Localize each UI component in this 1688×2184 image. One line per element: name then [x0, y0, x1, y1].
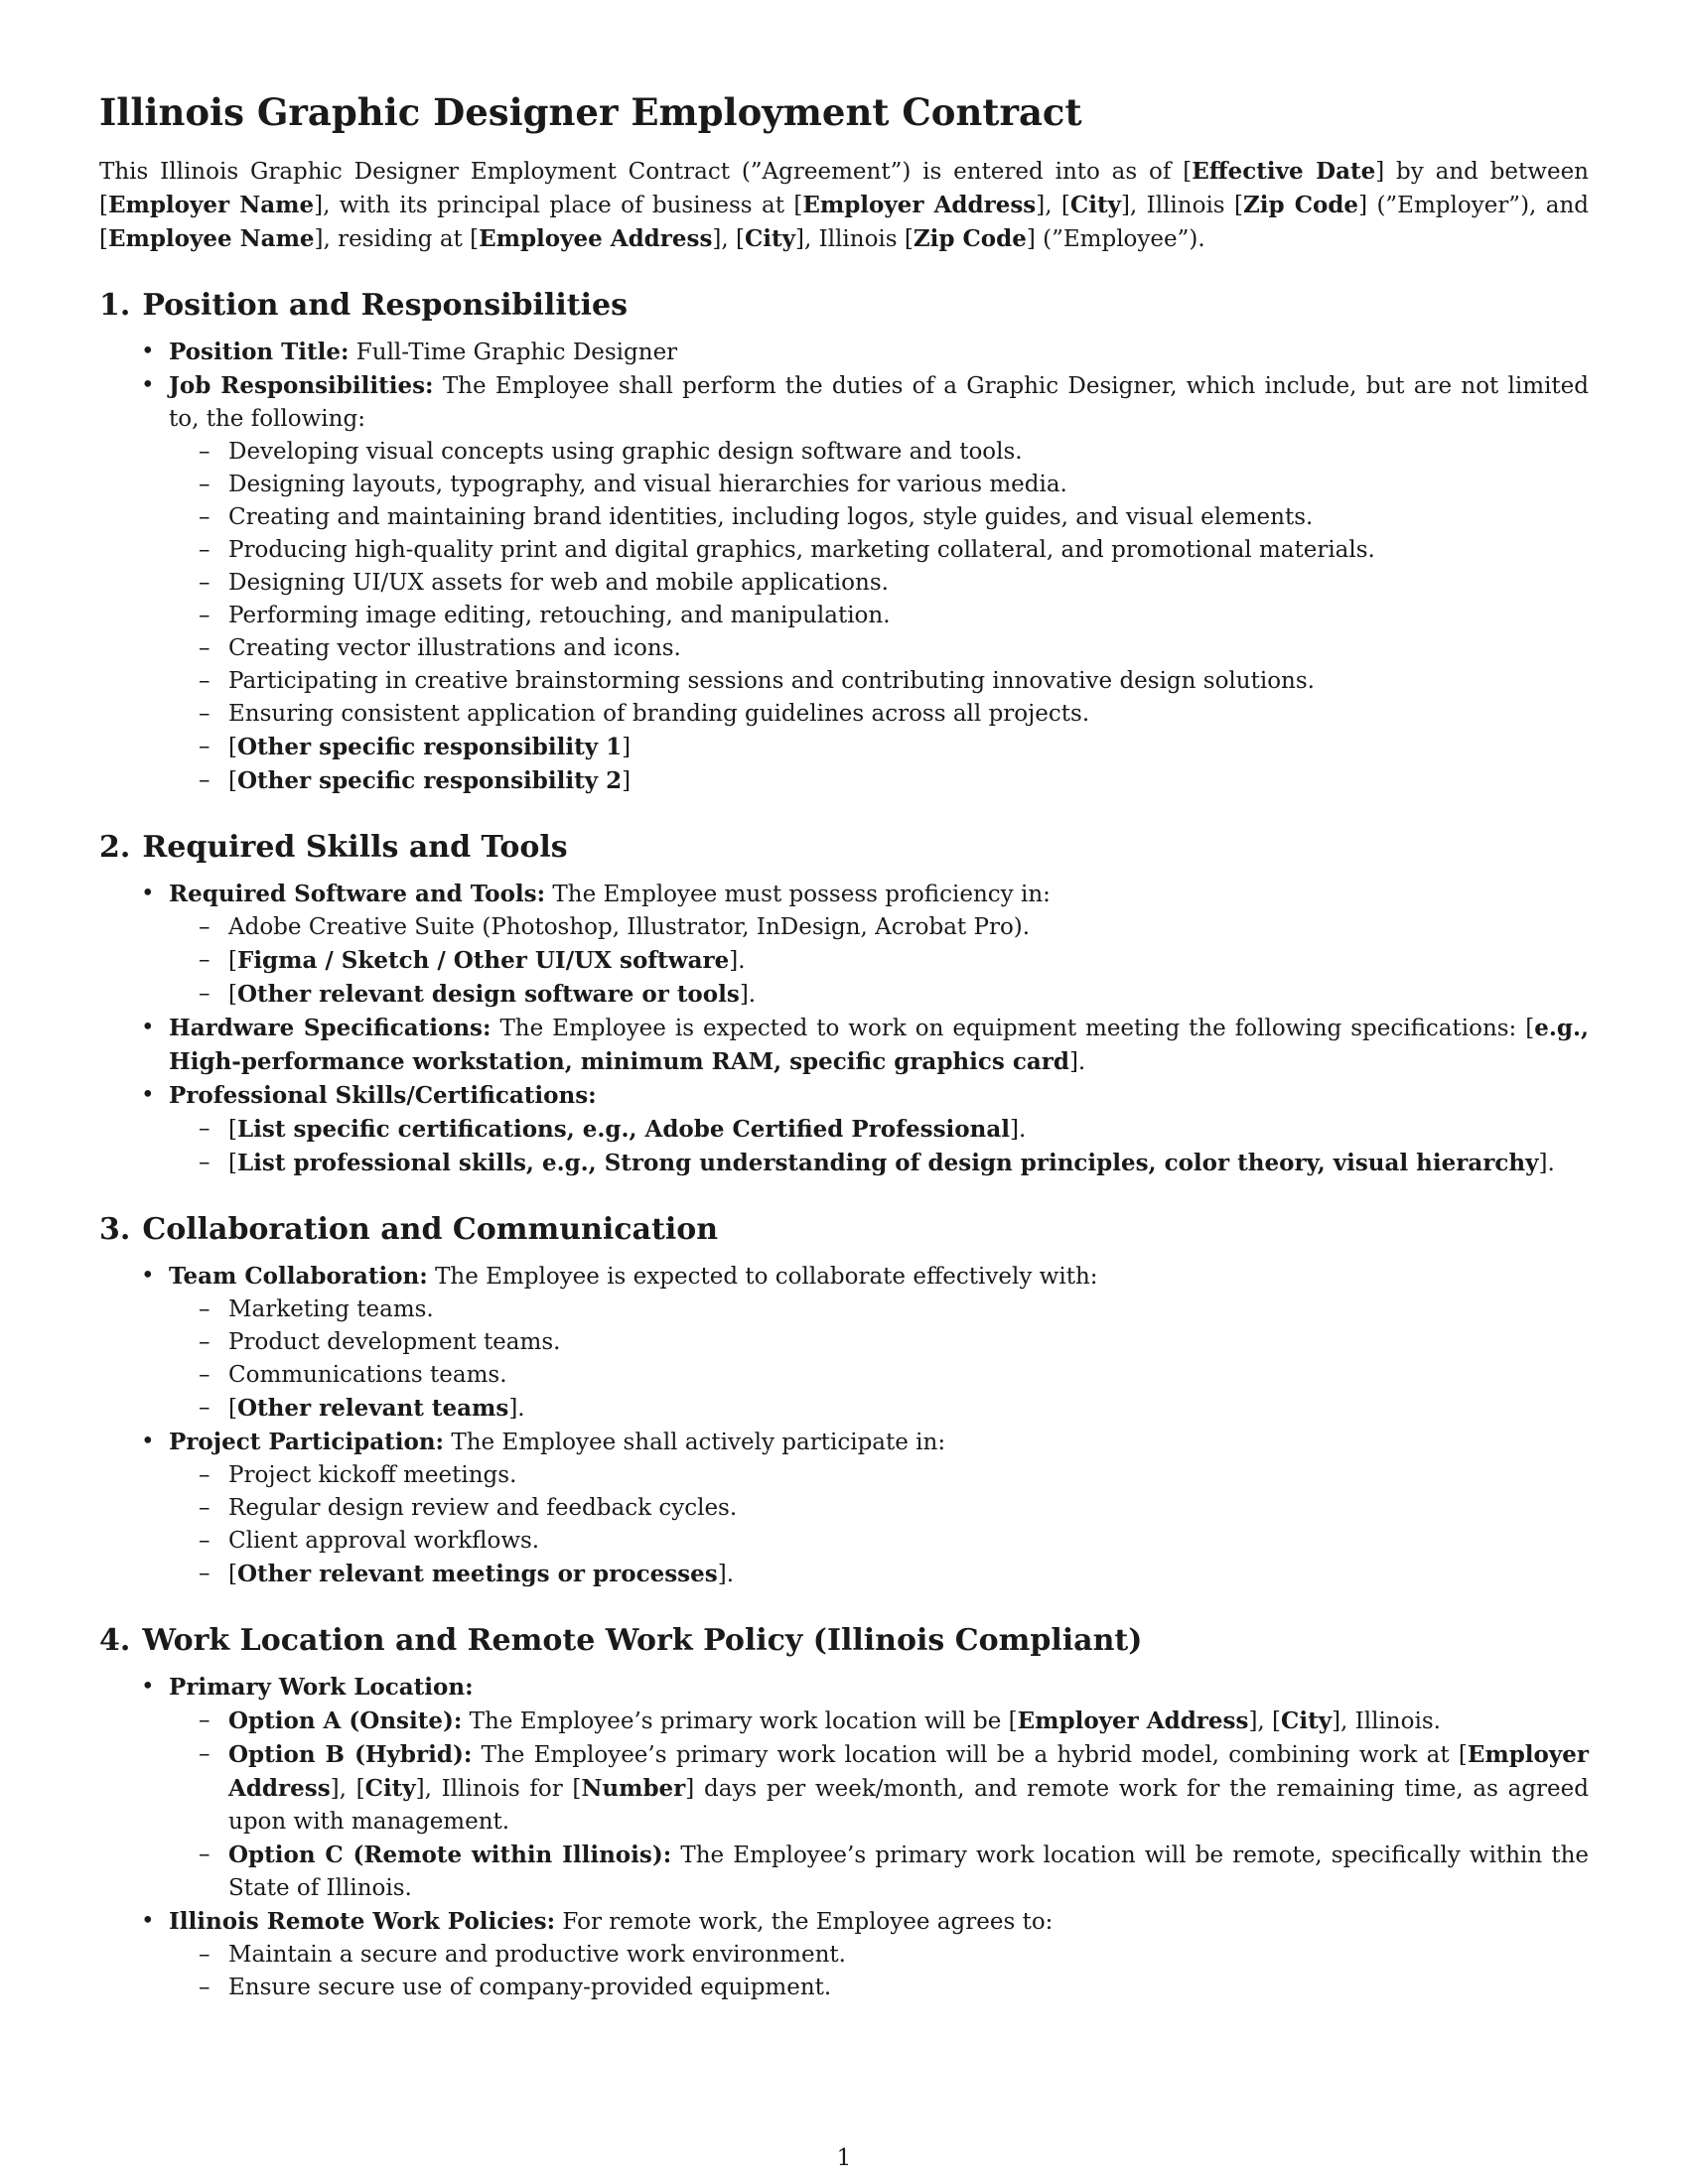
list-item	[169, 1671, 1589, 1905]
sub-list-item: – [Other specific responsibility 1]	[228, 731, 1589, 764]
sub-list	[169, 1939, 1589, 2004]
sub-list-item: – [Other relevant teams].	[228, 1392, 1589, 1426]
section-4-list	[99, 1671, 1589, 2004]
section-2-list	[99, 878, 1589, 1180]
section-number: 2.	[99, 830, 131, 865]
option-label: Option A (Onsite):	[228, 1707, 463, 1734]
placeholder-text: Other specific responsibility 2	[236, 767, 623, 794]
option-label: Option B (Hybrid):	[228, 1741, 473, 1768]
section-3-list	[99, 1260, 1589, 1591]
sub-list-item: – [List specific certifications, e.g., Adobe Certified Professional].	[228, 1113, 1589, 1147]
sub-list-item: – [Other relevant meetings or processes].	[228, 1558, 1589, 1591]
item-label: Required Software and Tools:	[169, 881, 546, 907]
section-title: Collaboration and Communication	[142, 1212, 719, 1247]
intro-text: ], [	[712, 226, 745, 252]
sub-list	[169, 1113, 1589, 1180]
placeholder-employee-name: Employee Name	[107, 225, 315, 252]
sub-list-item: – Adobe Creative Suite (Photoshop, Illustrator, InDesign, Acrobat Pro).	[228, 911, 1589, 944]
placeholder-text: Number	[581, 1775, 686, 1802]
sub-list-item: – Communications teams.	[228, 1359, 1589, 1392]
item-text: The Employee shall actively participate in:	[451, 1430, 946, 1455]
placeholder-text: City	[1281, 1707, 1333, 1734]
placeholder-text: Other relevant design software or tools	[236, 981, 740, 1008]
intro-text: ] by and between [	[99, 159, 1589, 218]
item-text: The Employee must possess proficiency in:	[552, 882, 1051, 907]
list-item	[169, 336, 1589, 369]
intro-text: ], [	[1036, 193, 1070, 218]
item-text: ], [	[330, 1776, 365, 1802]
sub-list-item: – Designing layouts, typography, and visual hierarchies for various media.	[228, 469, 1589, 501]
intro-paragraph	[99, 155, 1589, 256]
placeholder-text: Other specific responsibility 1	[236, 734, 623, 760]
sub-list-item: – Participating in creative brainstorming sessions and contributing innovative design solutions.	[228, 665, 1589, 698]
sub-list-item: – [Figma / Sketch / Other UI/UX software].	[228, 944, 1589, 978]
item-text: ], [	[1248, 1708, 1282, 1734]
placeholder-text: List specific certifications, e.g., Adobe Certified Professional	[236, 1116, 1010, 1143]
sub-list-item: – Producing high-quality print and digital graphics, marketing collateral, and promotional materials.	[228, 534, 1589, 567]
section-title: Work Location and Remote Work Policy (Illinois Compliant)	[142, 1623, 1143, 1658]
item-label: Project Participation:	[169, 1429, 445, 1455]
intro-text: ], residing at [	[314, 226, 480, 252]
list-item	[169, 1426, 1589, 1591]
sub-list	[169, 911, 1589, 1012]
placeholder-employee-address: Employee Address	[479, 225, 713, 252]
intro-text: This Illinois Graphic Designer Employment Contract (”Agreement”) is entered into as of [	[99, 159, 1193, 185]
item-label: Hardware Specifications:	[169, 1015, 492, 1041]
intro-text: ] (”Employee”).	[1026, 226, 1205, 252]
item-text: ], Illinois for [	[415, 1776, 582, 1802]
sub-list	[169, 1294, 1589, 1426]
sub-list-item: – Regular design review and feedback cycles.	[228, 1492, 1589, 1525]
placeholder-effective-date: Effective Date	[1192, 158, 1376, 185]
page-title: Illinois Graphic Designer Employment Contract	[99, 90, 1082, 134]
sub-list-item: – [Other relevant design software or tools].	[228, 978, 1589, 1012]
item-label: Professional Skills/Certifications:	[169, 1082, 597, 1109]
placeholder-text: List professional skills, e.g., Strong understanding of design principles, color theory, visual hierarchy	[236, 1150, 1539, 1176]
list-item	[169, 1079, 1589, 1180]
sub-list-item: – Project kickoff meetings.	[228, 1459, 1589, 1492]
sub-list-item: – Designing UI/UX assets for web and mobile applications.	[228, 567, 1589, 600]
placeholder-city: City	[744, 225, 796, 252]
sub-list-item: – Creating and maintaining brand identities, including logos, style guides, and visual elements.	[228, 501, 1589, 534]
sub-list-item: – Client approval workflows.	[228, 1525, 1589, 1558]
sub-list-item: – Product development teams.	[228, 1326, 1589, 1359]
sub-list-item: – Maintain a secure and productive work environment.	[228, 1939, 1589, 1972]
sub-list-item	[228, 1738, 1589, 1839]
item-text: For remote work, the Employee agrees to:	[562, 1909, 1054, 1935]
item-text: The Employee is expected to collaborate effectively with:	[435, 1264, 1098, 1290]
placeholder-text: Other relevant meetings or processes	[236, 1561, 718, 1587]
list-item	[169, 369, 1589, 798]
placeholder-city: City	[1069, 192, 1121, 218]
sub-list-item: – Ensure secure use of company-provided equipment.	[228, 1972, 1589, 2004]
item-text: The Employee’s primary work location will be remote, specifically within the State of Illinois.	[228, 1843, 1590, 1901]
section-4-heading	[99, 1621, 1589, 1661]
sub-list	[169, 1459, 1589, 1591]
placeholder-text: Figma / Sketch / Other UI/UX software	[236, 947, 730, 974]
option-label: Option C (Remote within Illinois):	[228, 1842, 672, 1868]
sub-list-item: – Developing visual concepts using graphic design software and tools.	[228, 436, 1589, 469]
intro-text: ], Illinois [	[1120, 193, 1243, 218]
sub-list-item	[228, 1839, 1589, 1905]
sub-list	[169, 436, 1589, 798]
placeholder-text: Other relevant teams	[236, 1395, 509, 1422]
section-number: 1.	[99, 288, 131, 323]
page-number: 1	[836, 2145, 852, 2171]
list-item	[169, 878, 1589, 1012]
section-1-list	[99, 336, 1589, 798]
item-label: Primary Work Location:	[169, 1674, 474, 1701]
placeholder-text: City	[364, 1775, 416, 1802]
sub-list-item: – [Other specific responsibility 2]	[228, 764, 1589, 798]
item-text: Full-Time Graphic Designer	[355, 340, 678, 365]
list-item	[169, 1905, 1589, 2004]
item-label: Illinois Remote Work Policies:	[169, 1908, 556, 1935]
item-text: ], Illinois.	[1332, 1708, 1441, 1734]
sub-list-item: – Marketing teams.	[228, 1294, 1589, 1326]
item-label: Job Responsibilities:	[169, 372, 434, 399]
placeholder-text: Employer Address	[1017, 1707, 1249, 1734]
item-text: The Employee’s primary work location will be [	[469, 1708, 1018, 1734]
intro-text: ] (”Employer”), and [	[99, 193, 1590, 252]
sub-list-item	[228, 1705, 1589, 1738]
placeholder-employer-address: Employer Address	[802, 192, 1037, 218]
item-text: ] days per week/month, and remote work for the remaining time, as agreed upon with management.	[228, 1776, 1589, 1835]
item-text: The Employee is expected to work on equipment meeting the following specifications:	[499, 1016, 1517, 1041]
section-2-heading	[99, 828, 1589, 868]
item-label: Position Title:	[169, 339, 350, 365]
section-1-heading	[99, 286, 1589, 326]
sub-list-item: – Creating vector illustrations and icons.	[228, 632, 1589, 665]
placeholder-text: Employer Address	[228, 1741, 1590, 1802]
placeholder-zip-code: Zip Code	[1243, 192, 1359, 218]
list-item: • Hardware Specifications: The Employee is expected to work on equipment meeting the following specifications: [e.g., High-performance workstation, minimum RAM, specific graphics card].	[169, 1012, 1589, 1079]
section-3-heading	[99, 1210, 1589, 1250]
item-text: The Employee shall perform the duties of a Graphic Designer, which include, but are not limited to, the following:	[169, 373, 1590, 432]
placeholder-text: e.g., High-performance workstation, minimum RAM, specific graphics card	[169, 1015, 1589, 1075]
intro-text: ], with its principal place of business at [	[314, 193, 803, 218]
placeholder-zip-code: Zip Code	[913, 225, 1027, 252]
placeholder-employer-name: Employer Name	[107, 192, 315, 218]
section-title: Position and Responsibilities	[142, 288, 628, 323]
sub-list	[169, 1705, 1589, 1905]
section-number: 3.	[99, 1212, 131, 1247]
section-number: 4.	[99, 1623, 131, 1658]
list-item	[169, 1260, 1589, 1426]
item-text: The Employee’s primary work location will be a hybrid model, combining work at [	[481, 1742, 1468, 1768]
section-title: Required Skills and Tools	[142, 830, 568, 865]
sub-list-item: – Ensuring consistent application of branding guidelines across all projects.	[228, 698, 1589, 731]
sub-list-item: – [List professional skills, e.g., Strong understanding of design principles, color theory, visual hierarchy].	[228, 1147, 1589, 1180]
item-label: Team Collaboration:	[169, 1263, 428, 1290]
sub-list-item: – Performing image editing, retouching, and manipulation.	[228, 600, 1589, 632]
intro-text: ], Illinois [	[795, 226, 914, 252]
